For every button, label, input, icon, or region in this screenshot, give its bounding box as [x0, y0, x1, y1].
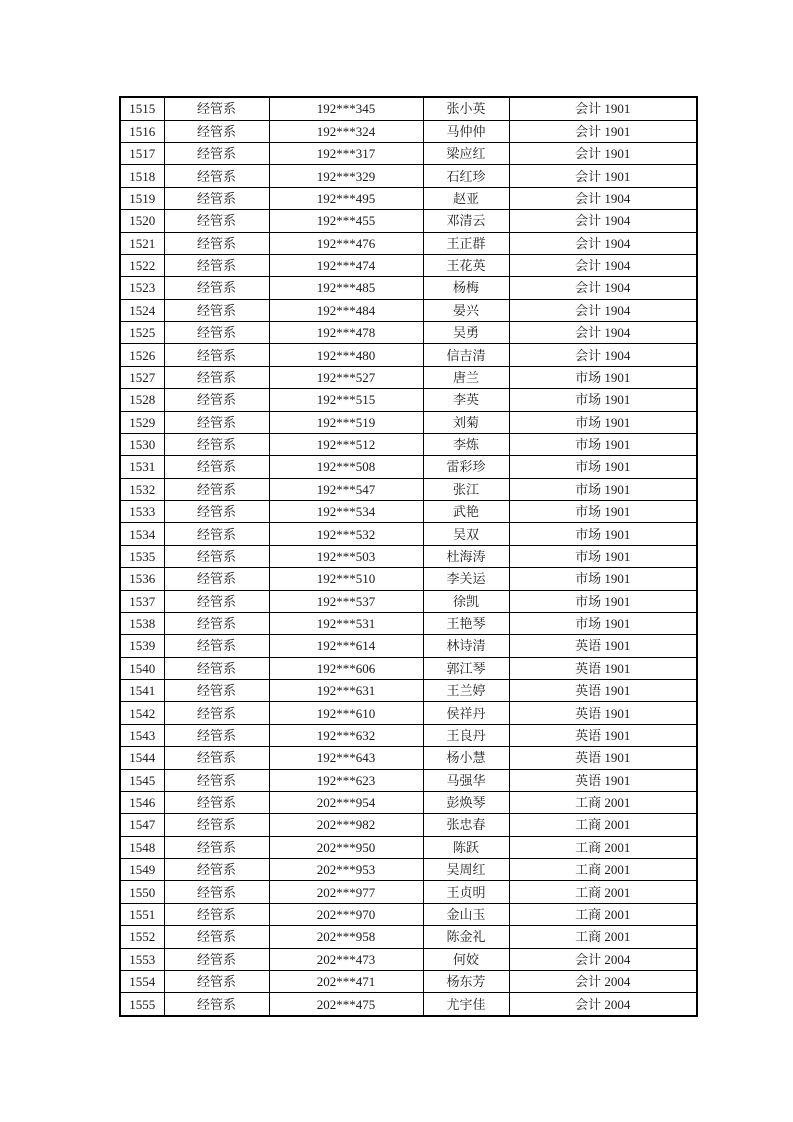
cell-student-id: 192***534	[269, 501, 423, 523]
cell-index: 1525	[120, 322, 164, 344]
cell-name: 晏兴	[423, 299, 509, 321]
cell-student-id: 192***610	[269, 702, 423, 724]
cell-index: 1539	[120, 635, 164, 657]
cell-student-id: 202***475	[269, 993, 423, 1016]
cell-index: 1550	[120, 881, 164, 903]
cell-index: 1521	[120, 232, 164, 254]
cell-index: 1533	[120, 501, 164, 523]
cell-name: 王艳琴	[423, 612, 509, 634]
cell-student-id: 192***495	[269, 187, 423, 209]
cell-class: 会计 2004	[509, 993, 697, 1016]
cell-class: 会计 1904	[509, 299, 697, 321]
cell-student-id: 192***623	[269, 769, 423, 791]
cell-dept: 经管系	[164, 143, 269, 165]
table-row	[120, 411, 697, 433]
table-row	[120, 299, 697, 321]
cell-index: 1551	[120, 903, 164, 925]
cell-student-id: 202***970	[269, 903, 423, 925]
cell-index: 1540	[120, 657, 164, 679]
cell-class: 英语 1901	[509, 724, 697, 746]
cell-dept: 经管系	[164, 433, 269, 455]
cell-student-id: 202***950	[269, 836, 423, 858]
cell-class: 市场 1901	[509, 456, 697, 478]
cell-dept: 经管系	[164, 814, 269, 836]
cell-student-id: 192***480	[269, 344, 423, 366]
cell-class: 英语 1901	[509, 747, 697, 769]
cell-student-id: 202***977	[269, 881, 423, 903]
cell-student-id: 192***532	[269, 523, 423, 545]
cell-dept: 经管系	[164, 612, 269, 634]
cell-student-id: 192***317	[269, 143, 423, 165]
cell-student-id: 192***643	[269, 747, 423, 769]
cell-index: 1553	[120, 948, 164, 970]
table-row	[120, 389, 697, 411]
cell-student-id: 192***345	[269, 97, 423, 120]
cell-index: 1518	[120, 165, 164, 187]
table-row	[120, 702, 697, 724]
student-roster-table	[119, 96, 698, 1017]
cell-index: 1537	[120, 590, 164, 612]
cell-class: 会计 1901	[509, 97, 697, 120]
table-row	[120, 881, 697, 903]
cell-dept: 经管系	[164, 545, 269, 567]
cell-index: 1530	[120, 433, 164, 455]
cell-class: 会计 1904	[509, 232, 697, 254]
table-row	[120, 97, 697, 120]
cell-index: 1531	[120, 456, 164, 478]
cell-dept: 经管系	[164, 120, 269, 142]
cell-name: 陈金礼	[423, 926, 509, 948]
table-row	[120, 680, 697, 702]
cell-dept: 经管系	[164, 210, 269, 232]
cell-index: 1526	[120, 344, 164, 366]
cell-dept: 经管系	[164, 836, 269, 858]
cell-class: 工商 2001	[509, 814, 697, 836]
table-row	[120, 187, 697, 209]
table-row	[120, 254, 697, 276]
cell-name: 陈跃	[423, 836, 509, 858]
cell-name: 张江	[423, 478, 509, 500]
cell-dept: 经管系	[164, 657, 269, 679]
cell-student-id: 202***982	[269, 814, 423, 836]
cell-dept: 经管系	[164, 993, 269, 1016]
cell-name: 杜海涛	[423, 545, 509, 567]
cell-class: 市场 1901	[509, 523, 697, 545]
table-row	[120, 232, 697, 254]
table-row	[120, 433, 697, 455]
cell-student-id: 202***471	[269, 970, 423, 992]
cell-index: 1554	[120, 970, 164, 992]
table-row	[120, 859, 697, 881]
table-row	[120, 769, 697, 791]
cell-index: 1528	[120, 389, 164, 411]
cell-dept: 经管系	[164, 568, 269, 590]
cell-student-id: 192***485	[269, 277, 423, 299]
cell-name: 唐兰	[423, 366, 509, 388]
cell-class: 会计 1904	[509, 187, 697, 209]
cell-index: 1543	[120, 724, 164, 746]
cell-dept: 经管系	[164, 724, 269, 746]
cell-student-id: 192***484	[269, 299, 423, 321]
cell-dept: 经管系	[164, 680, 269, 702]
table-row	[120, 210, 697, 232]
cell-name: 李英	[423, 389, 509, 411]
cell-index: 1520	[120, 210, 164, 232]
cell-index: 1535	[120, 545, 164, 567]
table-row	[120, 926, 697, 948]
cell-name: 张忠春	[423, 814, 509, 836]
cell-dept: 经管系	[164, 277, 269, 299]
cell-class: 工商 2001	[509, 926, 697, 948]
cell-index: 1544	[120, 747, 164, 769]
cell-name: 武艳	[423, 501, 509, 523]
cell-name: 李关运	[423, 568, 509, 590]
cell-index: 1534	[120, 523, 164, 545]
cell-dept: 经管系	[164, 702, 269, 724]
cell-dept: 经管系	[164, 187, 269, 209]
cell-student-id: 192***455	[269, 210, 423, 232]
cell-dept: 经管系	[164, 590, 269, 612]
cell-class: 英语 1901	[509, 635, 697, 657]
cell-class: 市场 1901	[509, 612, 697, 634]
cell-name: 刘菊	[423, 411, 509, 433]
cell-dept: 经管系	[164, 322, 269, 344]
cell-class: 市场 1901	[509, 545, 697, 567]
cell-dept: 经管系	[164, 478, 269, 500]
cell-name: 何姣	[423, 948, 509, 970]
cell-name: 石红珍	[423, 165, 509, 187]
cell-class: 英语 1901	[509, 680, 697, 702]
cell-dept: 经管系	[164, 97, 269, 120]
table-row	[120, 456, 697, 478]
cell-name: 吴勇	[423, 322, 509, 344]
cell-student-id: 192***503	[269, 545, 423, 567]
cell-index: 1555	[120, 993, 164, 1016]
table-row	[120, 165, 697, 187]
cell-name: 雷彩珍	[423, 456, 509, 478]
table-row	[120, 277, 697, 299]
student-roster-body	[120, 97, 697, 1016]
cell-class: 工商 2001	[509, 903, 697, 925]
cell-index: 1529	[120, 411, 164, 433]
cell-class: 英语 1901	[509, 702, 697, 724]
cell-index: 1547	[120, 814, 164, 836]
cell-class: 会计 1904	[509, 322, 697, 344]
cell-student-id: 192***508	[269, 456, 423, 478]
cell-student-id: 192***614	[269, 635, 423, 657]
cell-class: 市场 1901	[509, 366, 697, 388]
cell-dept: 经管系	[164, 165, 269, 187]
cell-class: 市场 1901	[509, 590, 697, 612]
table-row	[120, 903, 697, 925]
table-row	[120, 366, 697, 388]
cell-student-id: 192***537	[269, 590, 423, 612]
cell-student-id: 192***478	[269, 322, 423, 344]
cell-name: 郭江琴	[423, 657, 509, 679]
cell-student-id: 192***329	[269, 165, 423, 187]
cell-dept: 经管系	[164, 501, 269, 523]
cell-student-id: 192***519	[269, 411, 423, 433]
cell-class: 会计 1901	[509, 165, 697, 187]
table-row	[120, 747, 697, 769]
cell-class: 市场 1901	[509, 411, 697, 433]
cell-student-id: 192***515	[269, 389, 423, 411]
cell-class: 工商 2001	[509, 859, 697, 881]
cell-class: 会计 1901	[509, 143, 697, 165]
table-row	[120, 814, 697, 836]
cell-name: 杨东芳	[423, 970, 509, 992]
cell-name: 杨梅	[423, 277, 509, 299]
cell-dept: 经管系	[164, 344, 269, 366]
cell-dept: 经管系	[164, 411, 269, 433]
cell-index: 1538	[120, 612, 164, 634]
cell-index: 1536	[120, 568, 164, 590]
cell-index: 1516	[120, 120, 164, 142]
table-row	[120, 635, 697, 657]
cell-class: 会计 1904	[509, 210, 697, 232]
cell-dept: 经管系	[164, 881, 269, 903]
table-row	[120, 143, 697, 165]
table-row	[120, 523, 697, 545]
table-row	[120, 545, 697, 567]
table-row	[120, 478, 697, 500]
cell-student-id: 192***510	[269, 568, 423, 590]
cell-name: 王花英	[423, 254, 509, 276]
cell-dept: 经管系	[164, 859, 269, 881]
cell-index: 1522	[120, 254, 164, 276]
cell-name: 吴周红	[423, 859, 509, 881]
cell-class: 市场 1901	[509, 568, 697, 590]
cell-name: 彭焕琴	[423, 791, 509, 813]
cell-index: 1552	[120, 926, 164, 948]
cell-student-id: 202***954	[269, 791, 423, 813]
cell-student-id: 192***531	[269, 612, 423, 634]
table-row	[120, 120, 697, 142]
cell-class: 会计 2004	[509, 948, 697, 970]
table-row	[120, 657, 697, 679]
cell-name: 马强华	[423, 769, 509, 791]
cell-student-id: 202***953	[269, 859, 423, 881]
cell-index: 1515	[120, 97, 164, 120]
cell-student-id: 192***512	[269, 433, 423, 455]
cell-name: 尤宇佳	[423, 993, 509, 1016]
cell-index: 1527	[120, 366, 164, 388]
table-row	[120, 612, 697, 634]
table-row	[120, 836, 697, 858]
cell-student-id: 192***547	[269, 478, 423, 500]
table-row	[120, 970, 697, 992]
cell-name: 吴双	[423, 523, 509, 545]
cell-name: 邓清云	[423, 210, 509, 232]
cell-name: 张小英	[423, 97, 509, 120]
cell-dept: 经管系	[164, 747, 269, 769]
cell-index: 1549	[120, 859, 164, 881]
table-row	[120, 948, 697, 970]
cell-dept: 经管系	[164, 523, 269, 545]
cell-student-id: 192***631	[269, 680, 423, 702]
cell-index: 1542	[120, 702, 164, 724]
cell-dept: 经管系	[164, 970, 269, 992]
cell-class: 工商 2001	[509, 791, 697, 813]
cell-student-id: 202***473	[269, 948, 423, 970]
cell-student-id: 202***958	[269, 926, 423, 948]
cell-index: 1519	[120, 187, 164, 209]
cell-index: 1517	[120, 143, 164, 165]
cell-class: 工商 2001	[509, 836, 697, 858]
cell-name: 赵亚	[423, 187, 509, 209]
cell-class: 市场 1901	[509, 501, 697, 523]
cell-student-id: 192***606	[269, 657, 423, 679]
cell-dept: 经管系	[164, 635, 269, 657]
table-row	[120, 322, 697, 344]
cell-dept: 经管系	[164, 948, 269, 970]
cell-dept: 经管系	[164, 389, 269, 411]
cell-index: 1545	[120, 769, 164, 791]
cell-name: 金山玉	[423, 903, 509, 925]
table-row	[120, 724, 697, 746]
cell-class: 英语 1901	[509, 769, 697, 791]
cell-class: 会计 2004	[509, 970, 697, 992]
cell-name: 马仲仲	[423, 120, 509, 142]
cell-student-id: 192***324	[269, 120, 423, 142]
cell-class: 工商 2001	[509, 881, 697, 903]
cell-student-id: 192***474	[269, 254, 423, 276]
table-row	[120, 791, 697, 813]
cell-class: 市场 1901	[509, 389, 697, 411]
cell-index: 1523	[120, 277, 164, 299]
table-row	[120, 568, 697, 590]
cell-dept: 经管系	[164, 299, 269, 321]
cell-name: 李炼	[423, 433, 509, 455]
cell-index: 1524	[120, 299, 164, 321]
cell-index: 1532	[120, 478, 164, 500]
cell-class: 会计 1904	[509, 344, 697, 366]
cell-name: 王贞明	[423, 881, 509, 903]
cell-student-id: 192***632	[269, 724, 423, 746]
cell-class: 会计 1901	[509, 120, 697, 142]
cell-name: 王良丹	[423, 724, 509, 746]
cell-name: 侯祥丹	[423, 702, 509, 724]
cell-dept: 经管系	[164, 769, 269, 791]
cell-dept: 经管系	[164, 254, 269, 276]
cell-dept: 经管系	[164, 456, 269, 478]
cell-name: 杨小慧	[423, 747, 509, 769]
cell-class: 英语 1901	[509, 657, 697, 679]
cell-student-id: 192***476	[269, 232, 423, 254]
cell-name: 王正群	[423, 232, 509, 254]
cell-dept: 经管系	[164, 232, 269, 254]
cell-index: 1548	[120, 836, 164, 858]
cell-index: 1546	[120, 791, 164, 813]
table-row	[120, 993, 697, 1016]
cell-name: 林诗清	[423, 635, 509, 657]
cell-class: 市场 1901	[509, 433, 697, 455]
cell-class: 会计 1904	[509, 277, 697, 299]
cell-student-id: 192***527	[269, 366, 423, 388]
cell-index: 1541	[120, 680, 164, 702]
cell-name: 梁应红	[423, 143, 509, 165]
cell-class: 市场 1901	[509, 478, 697, 500]
table-row	[120, 590, 697, 612]
cell-dept: 经管系	[164, 791, 269, 813]
cell-name: 徐凯	[423, 590, 509, 612]
cell-dept: 经管系	[164, 926, 269, 948]
cell-dept: 经管系	[164, 903, 269, 925]
table-row	[120, 501, 697, 523]
cell-class: 会计 1904	[509, 254, 697, 276]
cell-dept: 经管系	[164, 366, 269, 388]
cell-name: 信吉清	[423, 344, 509, 366]
table-row	[120, 344, 697, 366]
cell-name: 王兰婷	[423, 680, 509, 702]
